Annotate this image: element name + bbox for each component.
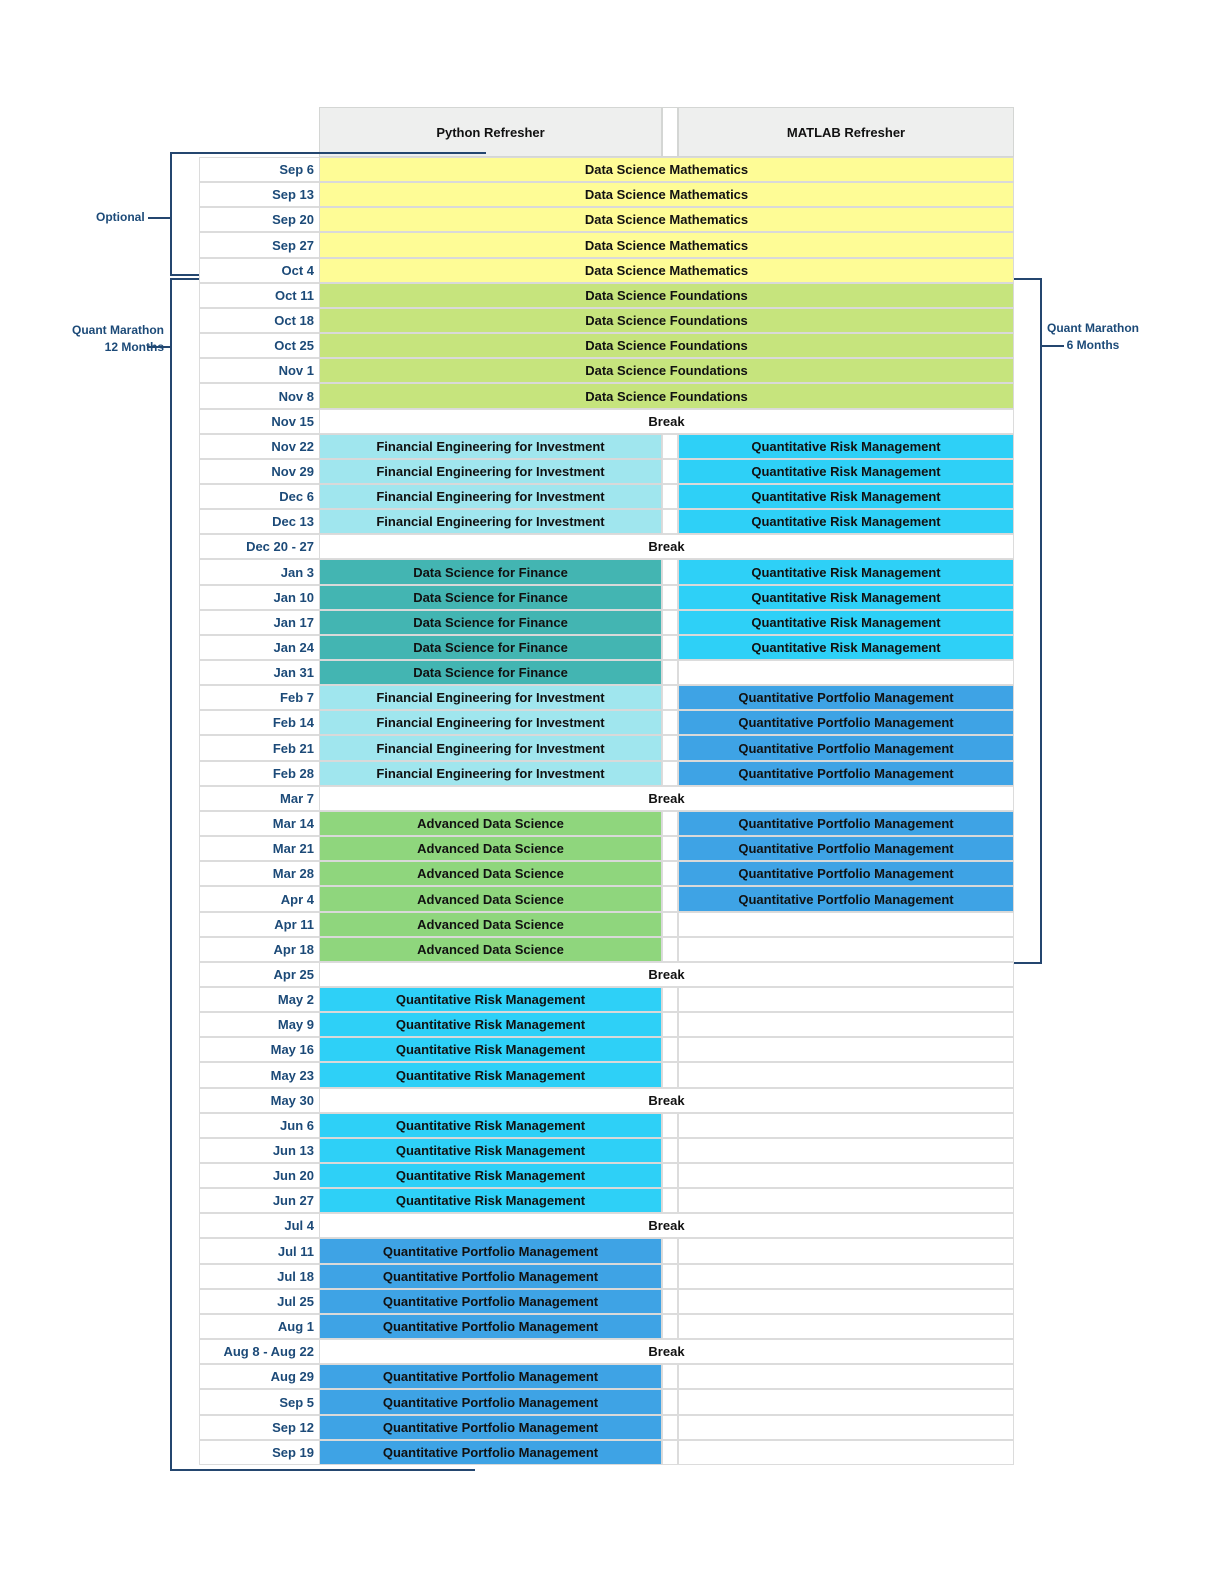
row-date: Oct 11: [199, 283, 319, 308]
python-course-cell: Advanced Data Science: [319, 912, 662, 937]
python-course-cell: Quantitative Portfolio Management: [319, 1238, 662, 1264]
column-gap: [662, 585, 678, 610]
column-gap: [662, 735, 678, 761]
matlab-empty-cell: [678, 1415, 1014, 1440]
marathon12-label: [66, 322, 164, 356]
full-width-course-cell: Data Science Mathematics: [319, 182, 1014, 207]
row-date: Mar 21: [199, 836, 319, 861]
matlab-course-cell: Quantitative Portfolio Management: [678, 836, 1014, 861]
row-date: Mar 28: [199, 861, 319, 886]
matlab-empty-cell: [678, 1062, 1014, 1088]
column-gap: [662, 1415, 678, 1440]
column-gap: [662, 836, 678, 861]
python-course-cell: Quantitative Portfolio Management: [319, 1389, 662, 1415]
optional-label: Optional: [96, 210, 145, 224]
full-width-course-cell: Data Science Mathematics: [319, 258, 1014, 283]
matlab-empty-cell: [678, 1264, 1014, 1289]
row-date: Jan 17: [199, 610, 319, 635]
marathon6-label-line1: Quant Marathon: [1047, 321, 1139, 335]
column-gap: [662, 1440, 678, 1465]
column-gap: [662, 434, 678, 459]
column-gap: [662, 886, 678, 912]
matlab-course-cell: Quantitative Risk Management: [678, 635, 1014, 660]
full-width-course-cell: Data Science Mathematics: [319, 157, 1014, 182]
row-date: Oct 25: [199, 333, 319, 358]
matlab-course-cell: Quantitative Portfolio Management: [678, 761, 1014, 786]
row-date: Jan 24: [199, 635, 319, 660]
python-course-cell: Financial Engineering for Investment: [319, 459, 662, 484]
matlab-course-cell: Quantitative Portfolio Management: [678, 861, 1014, 886]
python-course-cell: Financial Engineering for Investment: [319, 509, 662, 534]
row-date: Nov 29: [199, 459, 319, 484]
matlab-course-cell: Quantitative Portfolio Management: [678, 735, 1014, 761]
python-course-cell: Quantitative Risk Management: [319, 1138, 662, 1163]
row-date: Jan 3: [199, 559, 319, 585]
row-date: May 30: [199, 1088, 319, 1113]
python-course-cell: Quantitative Risk Management: [319, 1113, 662, 1138]
full-width-course-cell: Data Science Foundations: [319, 308, 1014, 333]
row-date: Sep 27: [199, 232, 319, 258]
matlab-course-cell: Quantitative Risk Management: [678, 484, 1014, 509]
python-course-cell: Financial Engineering for Investment: [319, 484, 662, 509]
matlab-empty-cell: [678, 1138, 1014, 1163]
python-course-cell: Financial Engineering for Investment: [319, 735, 662, 761]
matlab-course-cell: Quantitative Portfolio Management: [678, 811, 1014, 836]
column-gap: [662, 1163, 678, 1188]
python-course-cell: Quantitative Risk Management: [319, 1163, 662, 1188]
column-gap: [662, 937, 678, 962]
python-course-cell: Quantitative Portfolio Management: [319, 1314, 662, 1339]
row-date: Apr 11: [199, 912, 319, 937]
column-gap: [662, 861, 678, 886]
matlab-empty-cell: [678, 1037, 1014, 1062]
row-date: May 9: [199, 1012, 319, 1037]
matlab-empty-cell: [678, 1314, 1014, 1339]
python-course-cell: Advanced Data Science: [319, 886, 662, 912]
full-width-course-cell: Data Science Foundations: [319, 283, 1014, 308]
row-date: Dec 20 - 27: [199, 534, 319, 559]
row-date: Mar 7: [199, 786, 319, 811]
matlab-empty-cell: [678, 1188, 1014, 1213]
matlab-empty-cell: [678, 987, 1014, 1012]
python-course-cell: Quantitative Portfolio Management: [319, 1264, 662, 1289]
matlab-empty-cell: [678, 1113, 1014, 1138]
python-course-cell: Quantitative Portfolio Management: [319, 1289, 662, 1314]
row-date: Apr 25: [199, 962, 319, 987]
row-date: Sep 20: [199, 207, 319, 232]
column-gap: [662, 484, 678, 509]
row-date: Jul 11: [199, 1238, 319, 1264]
python-course-cell: Advanced Data Science: [319, 836, 662, 861]
matlab-course-cell: Quantitative Risk Management: [678, 434, 1014, 459]
column-gap: [662, 660, 678, 685]
column-gap: [662, 761, 678, 786]
row-date: Nov 15: [199, 409, 319, 434]
row-date: Sep 12: [199, 1415, 319, 1440]
row-date: Aug 1: [199, 1314, 319, 1339]
row-date: Mar 14: [199, 811, 319, 836]
python-course-cell: Quantitative Risk Management: [319, 1188, 662, 1213]
column-gap: [662, 1264, 678, 1289]
column-gap: [662, 1389, 678, 1415]
row-date: May 2: [199, 987, 319, 1012]
column-gap: [662, 1012, 678, 1037]
column-gap: [662, 1314, 678, 1339]
matlab-course-cell: Quantitative Risk Management: [678, 585, 1014, 610]
python-course-cell: Financial Engineering for Investment: [319, 761, 662, 786]
matlab-course-cell: Quantitative Risk Management: [678, 509, 1014, 534]
row-date: Jun 6: [199, 1113, 319, 1138]
row-date: Aug 29: [199, 1364, 319, 1389]
column-gap: [662, 635, 678, 660]
python-course-cell: Advanced Data Science: [319, 937, 662, 962]
row-date: Dec 6: [199, 484, 319, 509]
column-gap: [662, 610, 678, 635]
full-width-course-cell: Data Science Mathematics: [319, 207, 1014, 232]
row-date: Jun 20: [199, 1163, 319, 1188]
column-gap: [662, 1062, 678, 1088]
column-gap: [662, 459, 678, 484]
row-date: Sep 6: [199, 157, 319, 182]
matlab-empty-cell: [678, 1163, 1014, 1188]
python-course-cell: Financial Engineering for Investment: [319, 685, 662, 710]
row-date: Feb 21: [199, 735, 319, 761]
optional-bracket-top: [170, 152, 486, 154]
break-cell: Break: [319, 409, 1014, 434]
column-gap: [662, 1037, 678, 1062]
python-course-cell: Quantitative Risk Management: [319, 1037, 662, 1062]
row-date: Sep 5: [199, 1389, 319, 1415]
row-date: Sep 13: [199, 182, 319, 207]
python-course-cell: Data Science for Finance: [319, 610, 662, 635]
column-gap: [662, 912, 678, 937]
python-course-cell: Quantitative Risk Management: [319, 1012, 662, 1037]
header-gap: [662, 107, 678, 157]
marathon6-label: [1046, 320, 1140, 354]
python-course-cell: Advanced Data Science: [319, 861, 662, 886]
marathon12-bracket-bottom: [170, 1469, 475, 1471]
matlab-course-cell: Quantitative Risk Management: [678, 559, 1014, 585]
python-course-cell: Quantitative Portfolio Management: [319, 1415, 662, 1440]
column-gap: [662, 811, 678, 836]
column-gap: [662, 685, 678, 710]
python-course-cell: Data Science for Finance: [319, 635, 662, 660]
python-course-cell: Financial Engineering for Investment: [319, 434, 662, 459]
row-date: Jul 18: [199, 1264, 319, 1289]
matlab-course-cell: Quantitative Portfolio Management: [678, 886, 1014, 912]
row-date: Dec 13: [199, 509, 319, 534]
row-date: Oct 18: [199, 308, 319, 333]
column-gap: [662, 987, 678, 1012]
matlab-empty-cell: [678, 660, 1014, 685]
column-gap: [662, 1364, 678, 1389]
row-date: Feb 28: [199, 761, 319, 786]
marathon12-label-line1: Quant Marathon: [72, 323, 164, 337]
row-date: Jun 13: [199, 1138, 319, 1163]
break-cell: Break: [319, 962, 1014, 987]
column-gap: [662, 559, 678, 585]
break-cell: Break: [319, 534, 1014, 559]
column-gap: [662, 1289, 678, 1314]
full-width-course-cell: Data Science Foundations: [319, 383, 1014, 409]
column-gap: [662, 1238, 678, 1264]
row-date: Aug 8 - Aug 22: [199, 1339, 319, 1364]
full-width-course-cell: Data Science Mathematics: [319, 232, 1014, 258]
marathon6-label-line2: 6 Months: [1066, 338, 1120, 352]
row-date: Oct 4: [199, 258, 319, 283]
matlab-course-cell: Quantitative Risk Management: [678, 610, 1014, 635]
row-date: Jan 10: [199, 585, 319, 610]
matlab-empty-cell: [678, 1440, 1014, 1465]
row-date: Apr 18: [199, 937, 319, 962]
matlab-empty-cell: [678, 1389, 1014, 1415]
row-date: Nov 22: [199, 434, 319, 459]
python-course-cell: Quantitative Portfolio Management: [319, 1440, 662, 1465]
row-date: Apr 4: [199, 886, 319, 912]
column-gap: [662, 1188, 678, 1213]
marathon6-bracket-side: [1040, 278, 1042, 964]
matlab-empty-cell: [678, 1364, 1014, 1389]
matlab-empty-cell: [678, 937, 1014, 962]
break-cell: Break: [319, 1088, 1014, 1113]
matlab-empty-cell: [678, 1238, 1014, 1264]
column-gap: [662, 1138, 678, 1163]
full-width-course-cell: Data Science Foundations: [319, 333, 1014, 358]
row-date: Nov 8: [199, 383, 319, 409]
python-course-cell: Data Science for Finance: [319, 559, 662, 585]
python-course-cell: Advanced Data Science: [319, 811, 662, 836]
column-gap: [662, 710, 678, 735]
python-course-cell: Quantitative Risk Management: [319, 987, 662, 1012]
python-course-cell: Data Science for Finance: [319, 660, 662, 685]
row-date: Jun 27: [199, 1188, 319, 1213]
full-width-course-cell: Data Science Foundations: [319, 358, 1014, 383]
python-course-cell: Data Science for Finance: [319, 585, 662, 610]
column-gap: [662, 509, 678, 534]
matlab-refresher-header: MATLAB Refresher: [678, 107, 1014, 157]
optional-bracket-tick: [148, 217, 170, 219]
python-refresher-header: Python Refresher: [319, 107, 662, 157]
row-date: Jul 25: [199, 1289, 319, 1314]
matlab-course-cell: Quantitative Portfolio Management: [678, 710, 1014, 735]
matlab-empty-cell: [678, 912, 1014, 937]
row-date: Nov 1: [199, 358, 319, 383]
matlab-course-cell: Quantitative Risk Management: [678, 459, 1014, 484]
row-date: Feb 7: [199, 685, 319, 710]
optional-bracket-side: [170, 152, 172, 276]
python-course-cell: Quantitative Risk Management: [319, 1062, 662, 1088]
python-course-cell: Quantitative Portfolio Management: [319, 1364, 662, 1389]
break-cell: Break: [319, 1213, 1014, 1238]
row-date: Jul 4: [199, 1213, 319, 1238]
marathon12-bracket-side: [170, 278, 172, 1471]
break-cell: Break: [319, 1339, 1014, 1364]
break-cell: Break: [319, 786, 1014, 811]
row-date: Jan 31: [199, 660, 319, 685]
column-gap: [662, 1113, 678, 1138]
row-date: Feb 14: [199, 710, 319, 735]
row-date: May 16: [199, 1037, 319, 1062]
matlab-empty-cell: [678, 1289, 1014, 1314]
row-date: May 23: [199, 1062, 319, 1088]
matlab-empty-cell: [678, 1012, 1014, 1037]
matlab-course-cell: Quantitative Portfolio Management: [678, 685, 1014, 710]
python-course-cell: Financial Engineering for Investment: [319, 710, 662, 735]
marathon12-label-line2: 12 Months: [104, 340, 164, 354]
row-date: Sep 19: [199, 1440, 319, 1465]
